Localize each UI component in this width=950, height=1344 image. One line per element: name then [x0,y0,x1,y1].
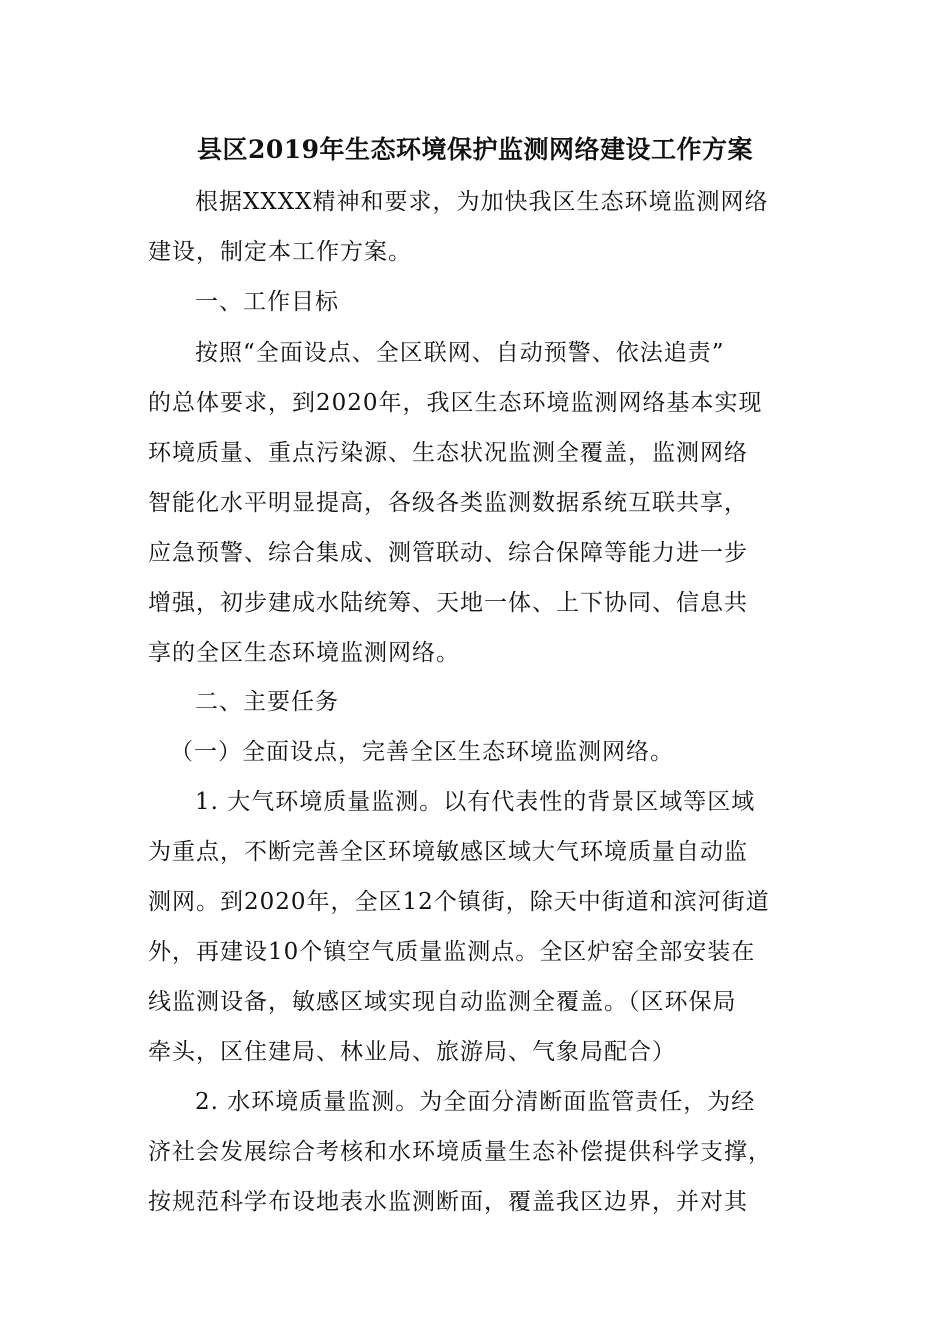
section-heading: 二、主要任务 [195,689,339,715]
section-heading: 一、工作目标 [195,289,339,315]
paragraph-line: 为重点，不断完善全区环境敏感区域大气环境质量自动监 [148,839,748,865]
paragraph-line: 线监测设备，敏感区域实现自动监测全覆盖。（区环保局 [148,989,737,1015]
paragraph-line: 2. 水环境质量监测。为全面分清断面监管责任，为经 [195,1089,756,1115]
paragraph-line: 按照“全面设点、全区联网、自动预警、依法追责” [195,340,725,366]
paragraph-line: 根据XXXX精神和要求，为加快我区生态环境监测网络 [195,189,769,215]
paragraph-line: 测网。到2020年，全区12个镇街，除天中街道和滨河街道 [148,889,770,915]
paragraph-line: 的总体要求，到2020年，我区生态环境监测网络基本实现 [148,390,763,416]
paragraph-line: 应急预警、综合集成、测管联动、综合保障等能力进一步 [148,540,748,566]
paragraph-line: 享的全区生态环境监测网络。 [148,640,460,666]
paragraph-line: 济社会发展综合考核和水环境质量生态补偿提供科学支撑， [148,1139,772,1165]
paragraph-line: 环境质量、重点污染源、生态状况监测全覆盖，监测网络 [148,440,748,466]
paragraph-line: 智能化水平明显提高，各级各类监测数据系统互联共享， [148,490,748,516]
paragraph-line: 增强，初步建成水陆统筹、天地一体、上下协同、信息共 [148,590,748,616]
paragraph-line: 1. 大气环境质量监测。以有代表性的背景区域等区域 [195,789,756,815]
paragraph-line: 按规范科学布设地表水监测断面，覆盖我区边界，并对其 [148,1189,748,1215]
subsection-heading: （一）全面设点，完善全区生态环境监测网络。 [170,739,674,765]
document-title: 县区2019年生态环境保护监测网络建设工作方案 [196,135,754,164]
paragraph-line: 外，再建设10个镇空气质量监测点。全区炉窑全部安装在 [148,939,756,965]
paragraph-line: 牵头，区住建局、林业局、旅游局、气象局配合） [148,1039,676,1065]
paragraph-line: 建设，制定本工作方案。 [148,239,412,265]
